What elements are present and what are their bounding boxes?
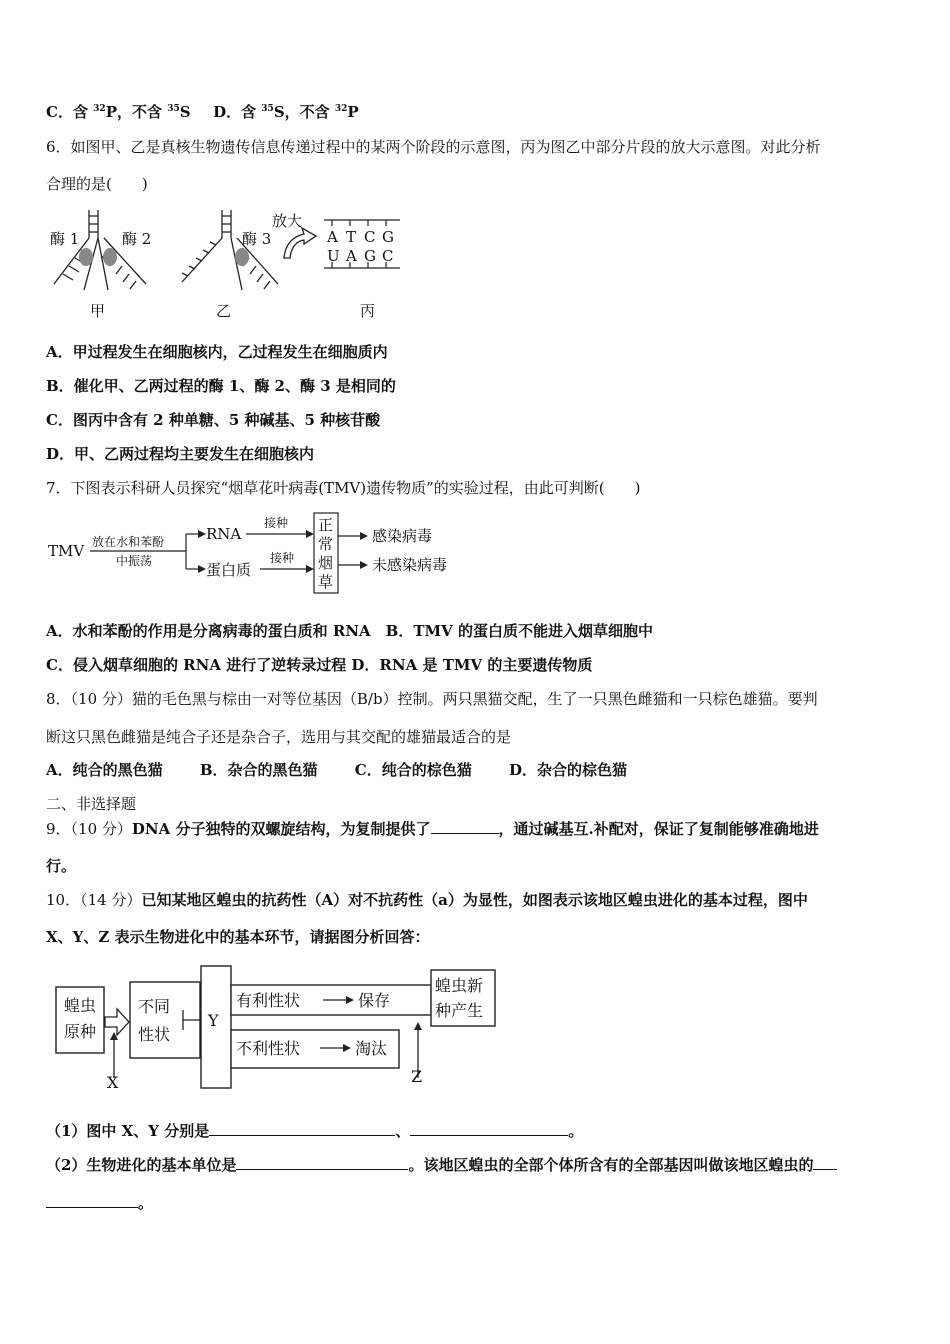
enzyme2-shape: [103, 248, 117, 266]
x-label: X: [107, 1073, 119, 1092]
enlarge-label: 放大: [272, 212, 303, 230]
hollow-arrow-icon: [105, 1009, 129, 1035]
tobacco-char-1: 正: [318, 516, 334, 534]
original-bottom: 原种: [64, 1022, 97, 1041]
q9-blank[interactable]: [431, 819, 499, 834]
q10-stem-line2: X、Y、Z 表示生物进化中的基本环节，请据图分析回答：: [46, 928, 430, 946]
q10-sub2-mid: 。该地区蝗虫的全部个体所含有的全部基因叫做该地区蝗虫的: [408, 1156, 814, 1174]
q10-blank-genepool-a[interactable]: [813, 1155, 837, 1170]
q10-blank-unit[interactable]: [236, 1155, 408, 1170]
q7-options-line2: C．侵入烟草细胞的 RNA 进行了逆转录过程 D．RNA 是 TMV 的主要遗传物质: [46, 656, 593, 674]
q10-stem1: 已知某地区蝗虫的抗药性（A）对不抗药性（a）为显性，如图表示该地区蝗虫进化的基本过程，图中: [141, 891, 808, 909]
enlarge-arrow-icon: [284, 228, 316, 258]
section-title: 二、非选择题: [46, 795, 137, 813]
arrow-z-up: [414, 1022, 422, 1030]
q8-option-d: D．杂合的棕色猫: [508, 761, 627, 779]
q8-option-c: C．纯合的棕色猫: [354, 761, 472, 779]
q8-stem-line1: 8．（10 分）猫的毛色黑与棕由一对等位基因（B/b）控制。两只黑猫交配，生了一只黑色雌猫和一只棕色雄猫。要判: [46, 690, 818, 708]
q8-option-b: B．杂合的黑色猫: [199, 761, 318, 779]
z-label: Z: [411, 1067, 423, 1086]
q5-option-d: D．含 $^{35}$S，不含 $^{32}$P: [213, 103, 359, 121]
q6-option-a: A．甲过程发生在细胞核内，乙过程发生在细胞质内: [46, 343, 388, 361]
y-label: Y: [208, 1011, 219, 1030]
q10-sub2-label: （2）生物进化的基本单位是: [46, 1156, 237, 1174]
q6-option-c: C．图丙中含有 2 种单糖、5 种碱基、5 种核苷酸: [46, 411, 381, 429]
q9-line2: 行。: [46, 857, 77, 875]
kept-label: 保存: [358, 991, 391, 1010]
q8-stem-line2: 断这只黑色雌猫是纯合子还是杂合子，选用与其交配的雄猫最适合的是: [46, 728, 512, 746]
base-bottom-4: C: [382, 247, 394, 265]
label-jia: 甲: [90, 302, 106, 320]
tobacco-char-4: 草: [318, 573, 334, 591]
label-yi: 乙: [216, 302, 232, 320]
new-species-bottom: 种产生: [435, 1001, 484, 1020]
q7-stem: 7．下图表示科研人员探究“烟草花叶病毒(TMV)遗传物质”的实验过程，由此可判断( ): [46, 479, 641, 497]
q10-stem-line1: [46, 890, 808, 910]
favorable-label: 有利性状: [236, 991, 301, 1010]
base-top-3: C: [364, 228, 376, 246]
q10-blank-y[interactable]: [410, 1121, 568, 1136]
q8-options: [46, 760, 627, 780]
q10-blank-genepool-b[interactable]: [46, 1193, 138, 1208]
rna-label: RNA: [206, 525, 242, 543]
enzyme1-label: 酶 1: [50, 230, 80, 248]
q9-text1: DNA 分子独特的双螺旋结构，为复制提供了: [131, 820, 431, 838]
base-top-2: T: [346, 228, 357, 246]
q10-sub2-end: 。: [138, 1194, 154, 1212]
enzyme3-label: 酶 3: [242, 230, 272, 248]
new-species-top: 蝗虫新: [435, 976, 484, 995]
q10-blank-x[interactable]: [209, 1121, 395, 1136]
q6-stem-line2: 合理的是( ): [46, 175, 148, 193]
q6-option-b: B．催化甲、乙两过程的酶 1、酶 2、酶 3 是相同的: [46, 377, 396, 395]
base-bottom-2: A: [346, 247, 357, 265]
unfavorable-label: 不利性状: [236, 1039, 301, 1058]
process-top: 放在水和苯酚: [92, 535, 165, 549]
q10-sub1-sep: 、: [395, 1122, 411, 1140]
base-bottom-3: G: [364, 247, 376, 265]
q9-line1: [46, 819, 819, 839]
q8-option-a: A．纯合的黑色猫: [46, 761, 163, 779]
q10-sub1: [46, 1121, 583, 1141]
enzyme1-shape: [79, 248, 93, 266]
arrow-to-tobacco-2: [306, 565, 314, 573]
not-infected-label: 未感染病毒: [372, 556, 448, 574]
protein-label: 蛋白质: [206, 561, 252, 579]
diagram-yi: [182, 210, 278, 290]
q7-figure: [46, 508, 476, 598]
inoculate-label-2: 接种: [270, 551, 295, 565]
q9-text2: ，通过碱基互.补配对，保证了复制能够准确地进: [498, 820, 819, 838]
q6-option-d: D．甲、乙两过程均主要发生在细胞核内: [46, 445, 315, 463]
traits-top: 不同: [138, 997, 171, 1016]
bottom-bases: [327, 247, 393, 265]
q5-options: [46, 102, 359, 122]
enzyme2-label: 酶 2: [122, 230, 152, 248]
inoculate-label-1: 接种: [264, 516, 289, 530]
q9-prefix: 9．（10 分）: [46, 820, 132, 838]
label-bing: 丙: [360, 302, 376, 320]
infected-label: 感染病毒: [372, 527, 433, 545]
q10-sub2-line2: [46, 1193, 153, 1213]
q10-figure: [46, 960, 506, 1095]
top-bases: [326, 228, 394, 246]
arrow-protein: [198, 565, 206, 573]
q5-option-c: C．含 $^{32}$P，不含 $^{35}$S: [46, 103, 191, 121]
tobacco-char-2: 常: [318, 535, 334, 553]
q10-sub1-end: 。: [568, 1122, 584, 1140]
q6-stem-line1: 6．如图甲、乙是真核生物遗传信息传递过程中的某两个阶段的示意图，丙为图乙中部分片段的放大示意图。对此分析: [46, 138, 821, 156]
traits-bottom: 性状: [138, 1025, 171, 1044]
eliminated-label: 淘汰: [355, 1039, 388, 1058]
process-bottom: 中振荡: [116, 554, 153, 568]
original-top: 蝗虫: [64, 996, 97, 1015]
base-top-1: A: [327, 228, 338, 246]
base-bottom-1: U: [327, 247, 340, 265]
arrow-infected: [360, 532, 368, 540]
base-top-4: G: [382, 228, 394, 246]
tmv-label: TMV: [48, 542, 85, 560]
arrow-to-tobacco-1: [306, 530, 314, 538]
q10-sub2: [46, 1155, 837, 1175]
arrow-rna: [198, 530, 206, 538]
diagram-jia: [54, 210, 146, 290]
q10-sub1-label: （1）图中 X、Y 分别是: [46, 1122, 210, 1140]
q7-options-line1: A．水和苯酚的作用是分离病毒的蛋白质和 RNA B．TMV 的蛋白质不能进入烟草细胞中: [46, 622, 653, 640]
enzyme3-shape: [235, 248, 249, 266]
arrow-not-infected: [360, 561, 368, 569]
q10-prefix: 10．（14 分）: [46, 891, 142, 909]
tobacco-char-3: 烟: [318, 554, 334, 572]
q6-figure: [46, 202, 426, 327]
